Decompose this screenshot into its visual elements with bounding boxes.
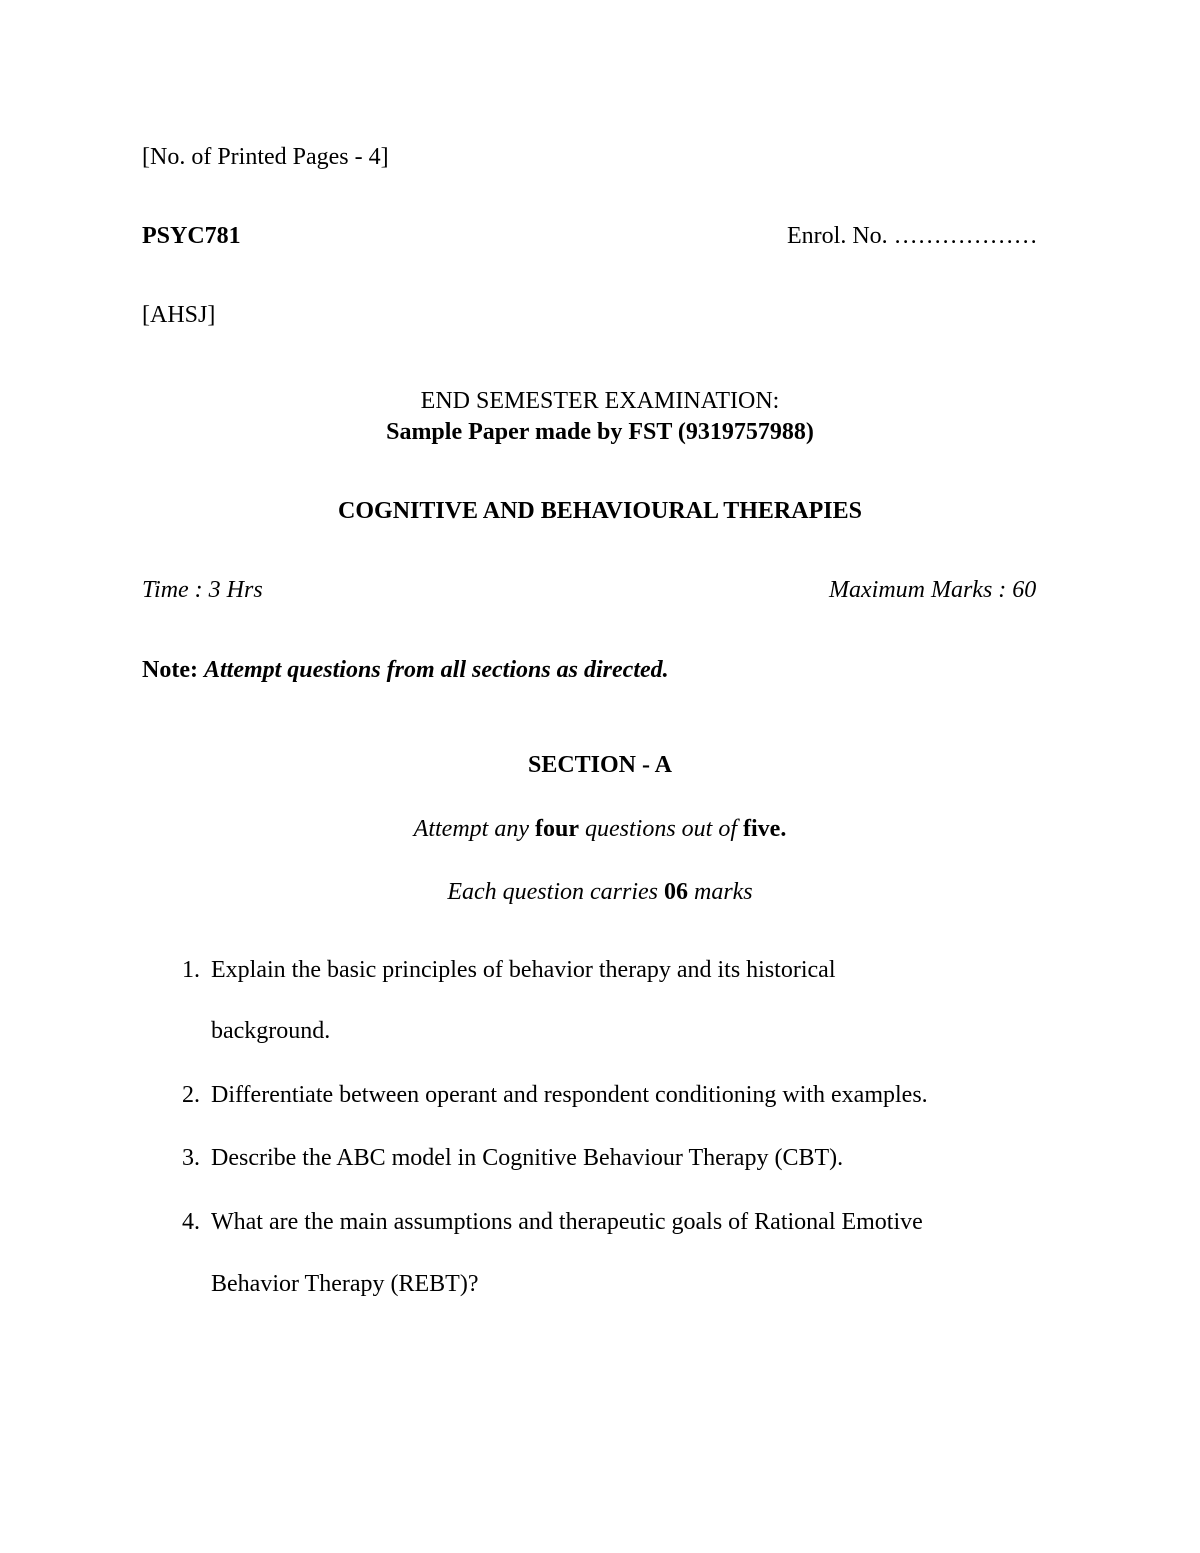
- question-text: Describe the ABC model in Cognitive Behaviour Therapy (CBT).: [211, 1145, 844, 1171]
- question-text: What are the main assumptions and therapeutic goals of Rational Emotive: [211, 1209, 923, 1235]
- instruction-text-2: questions out of: [578, 816, 743, 842]
- question-text-continued: background.: [211, 1018, 331, 1044]
- question-text: Explain the basic principles of behavior therapy and its historical: [211, 957, 836, 983]
- note-line: [142, 655, 669, 685]
- note-label: Note:: [142, 657, 198, 683]
- department-code: [AHSJ]: [142, 302, 216, 328]
- section-a-title: SECTION - A: [527, 752, 673, 778]
- note-text: Attempt questions from all sections as directed.: [203, 657, 669, 683]
- question-text: Differentiate between operant and respondent conditioning with examples.: [211, 1082, 928, 1108]
- marks-text-2: marks: [687, 879, 753, 905]
- instruction-text-1: Attempt any: [413, 816, 535, 842]
- exam-title: END SEMESTER EXAMINATION:: [420, 388, 780, 414]
- question-text-continued: Behavior Therapy (REBT)?: [211, 1271, 479, 1297]
- maximum-marks: Maximum Marks : 60: [829, 577, 1037, 603]
- subject-title: COGNITIVE AND BEHAVIOURAL THERAPIES: [338, 498, 862, 524]
- time-allowed: Time : 3 Hrs: [142, 577, 263, 603]
- course-code: PSYC781: [142, 223, 241, 249]
- question-number: 4.: [182, 1209, 200, 1235]
- instruction-total: five.: [743, 816, 787, 842]
- marks-text-1: Each question carries: [447, 879, 664, 905]
- instruction-count: four: [534, 816, 579, 842]
- enrol-number: Enrol. No. ………………: [787, 223, 1038, 249]
- section-a-instruction: [0, 814, 1200, 844]
- section-a-marks: [0, 877, 1200, 907]
- marks-value: 06: [663, 879, 688, 905]
- question-number: 3.: [182, 1145, 200, 1171]
- printed-pages: [No. of Printed Pages - 4]: [142, 144, 389, 170]
- exam-subtitle: Sample Paper made by FST (9319757988): [386, 419, 814, 445]
- question-number: 2.: [182, 1082, 200, 1108]
- question-number: 1.: [182, 957, 200, 983]
